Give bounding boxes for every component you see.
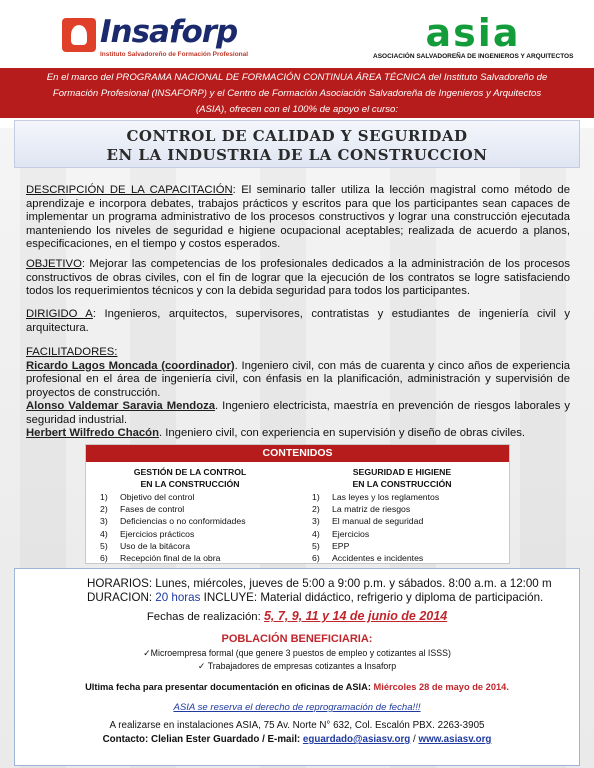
horarios-line <box>87 577 552 590</box>
objetivo-section <box>26 258 570 299</box>
incluye-text: Material didáctico, refrigerio y diploma de participación. <box>257 591 544 604</box>
contenidos-right-title-2: EN LA CONSTRUCCIÓN <box>352 479 452 489</box>
contenidos-left-title-2: EN LA CONSTRUCCIÓN <box>140 479 240 489</box>
duracion-line <box>87 591 543 604</box>
list-item: 2) Fases de control <box>100 504 185 515</box>
contenidos-right-column <box>312 467 492 564</box>
ultima-fecha-label: Ultima fecha para presentar documentación en oficinas de ASIA: <box>85 682 374 692</box>
dirigido-section <box>26 308 570 335</box>
contact-line <box>15 734 579 745</box>
fechas-dates: 5, 7, 9, 11 y 14 de junio de 2014 <box>263 609 448 623</box>
list-item: 3) Deficiencias o no conformidades <box>100 516 246 527</box>
list-item: 4) Ejercicios <box>312 528 370 539</box>
list-item: 1) Las leyes y los reglamentos <box>312 492 440 502</box>
insaforp-logo-icon <box>62 18 96 52</box>
horarios-text: Lunes, miércoles, jueves de 5:00 a 9:00 p.m. y sábados. 8:00 a.m. a 12:00 m <box>152 577 552 590</box>
facilitador-bio: . Ingeniero civil, con experiencia en supervisión y diseño de obras civiles. <box>158 427 526 439</box>
ultima-fecha-date: Miércoles 28 de mayo de 2014. <box>373 682 509 692</box>
intro-banner <box>0 68 594 118</box>
contenidos-left-title-1: GESTIÓN DE LA CONTROL <box>133 467 247 477</box>
facilitador-bio: . Ingeniero electricista, maestría en prevención de riesgos laborales y seguridad industrial. <box>26 400 571 426</box>
facilitador-name: Ricardo Lagos Moncada (coordinador) <box>26 359 235 372</box>
descripcion-section <box>26 184 570 252</box>
facilitador-name: Alonso Valdemar Saravia Mendoza <box>26 400 216 412</box>
facilitador-bio: . Ingeniero civil, con más de cuarenta y cinco años de experiencia profesional en el área de ingeniería civil, con énfasis en la planificación, administración y supervisión de proyectos de construcción. <box>26 359 570 399</box>
list-item: 3) El manual de seguridad <box>312 516 424 527</box>
list-item: 1) Objetivo del control <box>100 492 195 502</box>
asia-logo-subtitle: ASOCIACIÓN SALVADOREÑA DE INGENIEROS Y ARQUITECTOS <box>373 53 574 60</box>
descripcion-label: DESCRIPCIÓN DE LA CAPACITACIÓN <box>26 184 233 196</box>
facilitador-item <box>26 400 570 427</box>
asia-logo-text: asia <box>425 11 521 55</box>
website-link[interactable]: www.asiasv.org <box>418 734 492 745</box>
facilitador-name: Herbert Wilfredo Chacón <box>26 427 159 439</box>
horarios-label: HORARIOS: <box>87 577 153 590</box>
address-line: A realizarse en instalaciones ASIA, 75 Av. Norte N° 632, Col. Escalón PBX. 2263-3905 <box>109 720 485 731</box>
course-title-line-1: CONTROL DE CALIDAD Y SEGURIDAD <box>126 127 468 145</box>
course-title-line-2: EN LA INDUSTRIA DE LA CONSTRUCCION <box>106 146 488 164</box>
facilitadores-section <box>26 346 570 441</box>
contenidos-box <box>85 444 510 564</box>
reserva-notice: ASIA se reserva el derecho de reprogramación de fecha!!! <box>173 702 421 713</box>
facilitador-item <box>26 427 570 441</box>
insaforp-logo-subtitle: Instituto Salvadoreño de Formación Profesional <box>100 51 249 58</box>
duracion-value: 20 horas <box>155 591 201 604</box>
incluye-label: INCLUYE: <box>203 591 258 604</box>
ultima-fecha-line <box>15 682 579 692</box>
insaforp-logo <box>62 14 249 62</box>
poblacion-item-1: ✓Microempresa formal (que genere 3 puestos de empleo y cotizantes al ISSS) <box>143 648 451 659</box>
descripcion-text: : El seminario taller utiliza la lección magistral como método de aprendizaje e incorpora debates, trabajos prácticos y escritos para que los participantes sean capaces de implementar un programa administrativo de los procesos constructivos y lograr una construcción ejecutada manteniendo los niveles de seguridad e higiene ocupacional aceptables; realizada de acuerdo a planos, especificaciones, en el tiempo y costos esperados. <box>26 184 570 250</box>
list-item: 5) EPP <box>312 540 350 551</box>
contact-separator: / <box>410 734 419 745</box>
email-link[interactable]: eguardado@asiasv.org <box>302 734 411 745</box>
list-item: 4) Ejercicios prácticos <box>100 528 195 539</box>
contenidos-header: CONTENIDOS <box>86 445 509 462</box>
contact-label: Contacto: Clelian Ester Guardado / E-mail: <box>102 734 303 745</box>
list-item: 6) Recepción final de la obra <box>100 553 221 564</box>
dirigido-label: DIRIGIDO A <box>26 308 93 320</box>
fechas-label: Fechas de realización: <box>146 611 264 623</box>
contenidos-right-title-1: SEGURIDAD E HIGIENE <box>352 467 452 477</box>
checkmark-icon: ✓ <box>143 649 151 659</box>
dirigido-text: : Ingenieros, arquitectos, supervisores, contratistas y estudiantes de ingeniería civil y arquitectura. <box>26 308 571 334</box>
intro-line-3: (ASIA), ofrecen con el 100% de apoyo el curso: <box>195 104 399 115</box>
poblacion-item-2: ✓ Trabajadores de empresas cotizantes a Insaforp <box>197 661 397 672</box>
checkmark-icon: ✓ <box>197 662 206 672</box>
insaforp-logo-text: Insaforp <box>100 14 238 50</box>
poblacion-title: POBLACIÓN BENEFICIARIA: <box>221 633 373 645</box>
facilitadores-label: FACILITADORES: <box>26 346 118 358</box>
header <box>0 0 594 68</box>
contenidos-left-column <box>100 467 280 564</box>
fechas-line <box>15 609 579 623</box>
list-item: 5) Uso de la bitácora <box>100 540 191 551</box>
info-box <box>14 568 580 766</box>
intro-line-1: En el marco del PROGRAMA NACIONAL DE FORMACIÓN CONTINUA ÁREA TÉCNICA del Instituto Salvadoreño de <box>46 72 548 83</box>
list-item: 6) Accidentes e incidentes <box>312 553 424 564</box>
duracion-label: DURACION: <box>87 591 153 604</box>
asia-logo <box>373 11 574 62</box>
list-item: 2) La matriz de riesgos <box>312 504 411 515</box>
objetivo-label: OBJETIVO <box>26 258 82 270</box>
facilitador-item <box>26 360 570 401</box>
intro-line-2: Formación Profesional (INSAFORP) y el Centro de Formación Asociación Salvadoreña de Ingenieros y Arquitectos <box>52 88 542 99</box>
course-title-box <box>14 120 580 168</box>
objetivo-text: : Mejorar las competencias de los profesionales dedicados a la administración de los procesos constructivos de obras civiles, con el fin de lograr que la ejecución de los contratos se logre satisfaciendo todos los requerimientos técnicos y con la debida seguridad para todos los participantes. <box>26 258 570 297</box>
